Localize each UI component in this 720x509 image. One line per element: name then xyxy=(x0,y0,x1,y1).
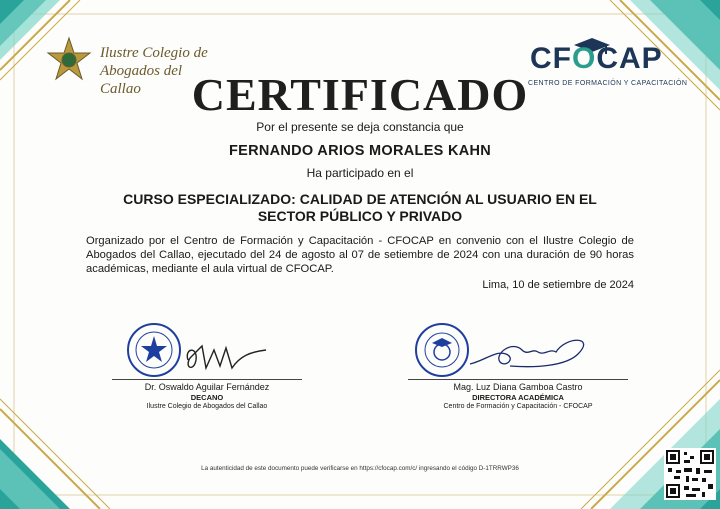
course-title xyxy=(80,191,640,225)
cfocap-brand-post: CAP xyxy=(596,42,663,75)
signatory-2-name: Mag. Luz Diana Gamboa Castro xyxy=(453,382,583,392)
signature-line-1 xyxy=(112,379,302,380)
participation-text: Ha participado en el xyxy=(306,166,414,180)
certificate-body: Organizado por el Centro de Formación y Capacitación - CFOCAP en convenio con el Ilustre Colegio de Abogados del Callao, ejecutado del 24 de agosto al 07 de setiembre de 2024 con una duración de 90 horas académicas, mediante el aula virtual de CFOCAP. xyxy=(86,235,634,275)
signatory-2-role: DIRECTORA ACADÉMICA xyxy=(472,393,564,402)
certificate-title: CERTIFICADO xyxy=(191,69,529,120)
cfocap-subtitle: CENTRO DE FORMACIÓN Y CAPACITACIÓN xyxy=(528,80,688,87)
course-title-line2: SECTOR PÚBLICO Y PRIVADO xyxy=(257,208,463,224)
decano-seal-icon xyxy=(124,322,184,378)
cfocap-seal-icon xyxy=(414,322,470,378)
issuer-left-line1: Ilustre Colegio de xyxy=(100,45,208,61)
verification-note: La autenticidad de este documento puede verificarse en https://cfocap.com/c/ ingresando el código D-1TRRWP36 xyxy=(201,465,519,472)
course-title-line1: CURSO ESPECIALIZADO: CALIDAD DE ATENCIÓN AL USUARIO EN EL xyxy=(123,191,597,207)
cfocap-brand-pre: CF xyxy=(530,42,572,75)
signatory-2-org: Centro de Formación y Capacitación - CFOCAP xyxy=(443,403,593,410)
decano-signature xyxy=(180,338,280,378)
place-date: Lima, 10 de setiembre de 2024 xyxy=(482,279,634,291)
signatory-1-name: Dr. Oswaldo Aguilar Fernández xyxy=(144,382,270,392)
issuer-left-line2: Abogados del Callao xyxy=(100,63,183,97)
signatory-1-role: DECANO xyxy=(190,393,224,402)
recipient-name: FERNANDO ARIOS MORALES KAHN xyxy=(228,143,492,159)
signature-line-2 xyxy=(408,379,628,380)
signatory-1-org: Ilustre Colegio de Abogados del Callao xyxy=(146,403,268,410)
qr-code-icon[interactable] xyxy=(664,448,716,500)
directora-signature xyxy=(466,332,606,374)
intro-text: Por el presente se deja constancia que xyxy=(256,120,464,134)
cfocap-brand-o: O xyxy=(572,42,597,75)
